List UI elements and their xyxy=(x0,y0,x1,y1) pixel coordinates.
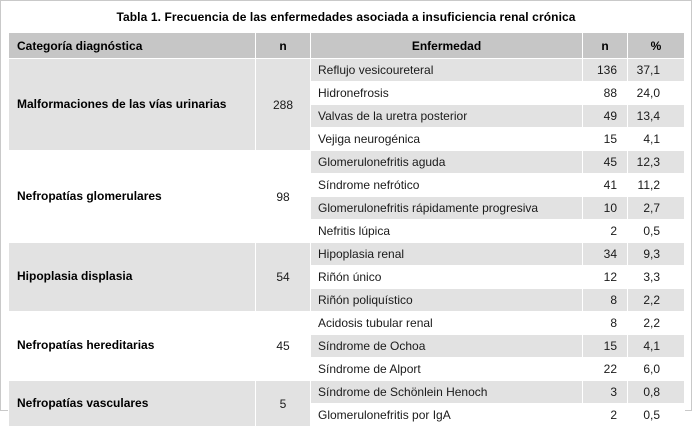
disease-n-cell: 88 xyxy=(583,82,628,105)
header-n-right: n xyxy=(583,33,628,59)
category-cell: Malformaciones de las vías urinarias xyxy=(9,59,256,151)
disease-percent-cell: 37,1 xyxy=(628,59,685,82)
disease-n-cell: 8 xyxy=(583,312,628,335)
category-cell: Hipoplasia displasia xyxy=(9,243,256,312)
disease-cell: Vejiga neurogénica xyxy=(311,128,583,151)
disease-cell: Valvas de la uretra posterior xyxy=(311,105,583,128)
disease-percent-cell: 4,1 xyxy=(628,335,685,358)
disease-n-cell: 8 xyxy=(583,289,628,312)
disease-n-cell: 10 xyxy=(583,197,628,220)
disease-percent-cell: 12,3 xyxy=(628,151,685,174)
disease-percent-cell: 24,0 xyxy=(628,82,685,105)
header-categoria-diagnostica: Categoría diagnóstica xyxy=(9,33,256,59)
disease-percent-cell: 11,2 xyxy=(628,174,685,197)
disease-n-cell: 2 xyxy=(583,220,628,243)
category-cell: Nefropatías vasculares xyxy=(9,381,256,427)
disease-n-cell: 2 xyxy=(583,404,628,427)
disease-n-cell: 15 xyxy=(583,128,628,151)
table-body xyxy=(9,59,685,427)
disease-n-cell: 45 xyxy=(583,151,628,174)
disease-percent-cell: 3,3 xyxy=(628,266,685,289)
disease-cell: Reflujo vesicoureteral xyxy=(311,59,583,82)
table-title: Tabla 1. Frecuencia de las enfermedades asociada a insuficiencia renal crónica xyxy=(116,10,576,24)
category-n-cell: 54 xyxy=(256,243,311,312)
disease-n-cell: 3 xyxy=(583,381,628,404)
disease-percent-cell: 2,7 xyxy=(628,197,685,220)
table-row xyxy=(9,312,685,335)
category-cell: Nefropatías hereditarias xyxy=(9,312,256,381)
disease-n-cell: 15 xyxy=(583,335,628,358)
disease-cell: Síndrome de Alport xyxy=(311,358,583,381)
disease-percent-cell: 9,3 xyxy=(628,243,685,266)
header-row xyxy=(9,33,685,59)
category-n-cell: 5 xyxy=(256,381,311,427)
disease-percent-cell: 2,2 xyxy=(628,289,685,312)
disease-n-cell: 34 xyxy=(583,243,628,266)
disease-cell: Síndrome de Schönlein Henoch xyxy=(311,381,583,404)
disease-cell: Síndrome nefrótico xyxy=(311,174,583,197)
disease-cell: Síndrome de Ochoa xyxy=(311,335,583,358)
frequency-table xyxy=(8,32,685,427)
disease-percent-cell: 4,1 xyxy=(628,128,685,151)
disease-percent-cell: 0,5 xyxy=(628,220,685,243)
table-row xyxy=(9,59,685,82)
table-row xyxy=(9,243,685,266)
header-percent: % xyxy=(628,33,685,59)
disease-percent-cell: 6,0 xyxy=(628,358,685,381)
disease-cell: Riñón único xyxy=(311,266,583,289)
disease-percent-cell: 0,8 xyxy=(628,381,685,404)
category-cell: Nefropatías glomerulares xyxy=(9,151,256,243)
disease-cell: Riñón poliquístico xyxy=(311,289,583,312)
header-enfermedad: Enfermedad xyxy=(311,33,583,59)
table-row xyxy=(9,151,685,174)
disease-cell: Glomerulonefritis rápidamente progresiva xyxy=(311,197,583,220)
disease-percent-cell: 2,2 xyxy=(628,312,685,335)
disease-cell: Hidronefrosis xyxy=(311,82,583,105)
category-n-cell: 288 xyxy=(256,59,311,151)
category-n-cell: 45 xyxy=(256,312,311,381)
disease-cell: Acidosis tubular renal xyxy=(311,312,583,335)
header-n-left: n xyxy=(256,33,311,59)
disease-n-cell: 136 xyxy=(583,59,628,82)
disease-cell: Glomerulonefritis aguda xyxy=(311,151,583,174)
disease-cell: Nefritis lúpica xyxy=(311,220,583,243)
disease-percent-cell: 0,5 xyxy=(628,404,685,427)
category-n-cell: 98 xyxy=(256,151,311,243)
table-header xyxy=(9,33,685,59)
table-row xyxy=(9,381,685,404)
disease-n-cell: 22 xyxy=(583,358,628,381)
disease-percent-cell: 13,4 xyxy=(628,105,685,128)
disease-n-cell: 12 xyxy=(583,266,628,289)
disease-n-cell: 41 xyxy=(583,174,628,197)
disease-n-cell: 49 xyxy=(583,105,628,128)
disease-cell: Glomerulonefritis por IgA xyxy=(311,404,583,427)
disease-cell: Hipoplasia renal xyxy=(311,243,583,266)
